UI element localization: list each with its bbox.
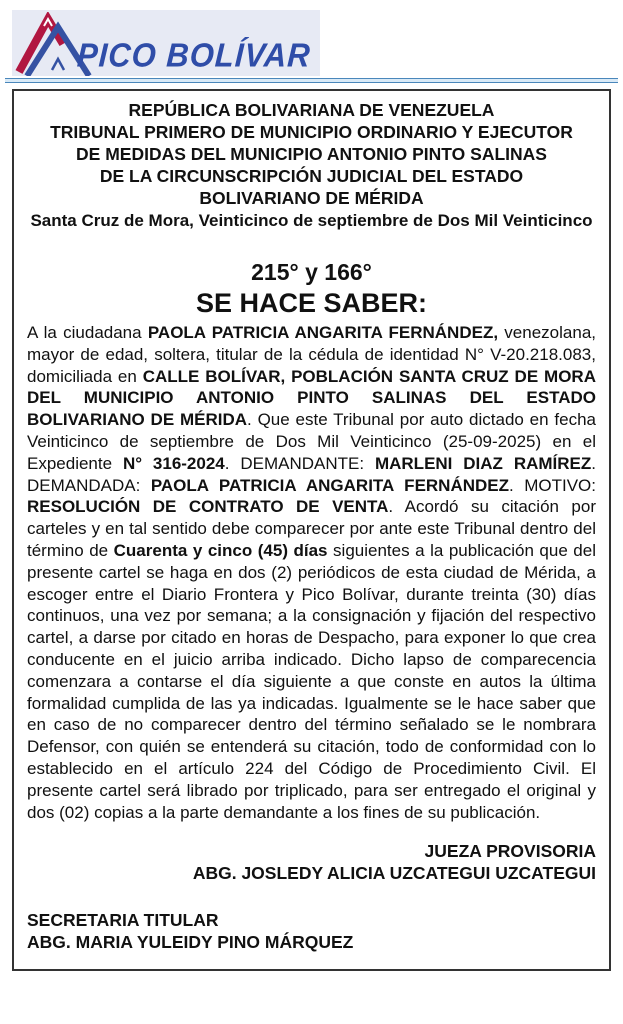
body-segment: . MOTIVO:	[509, 475, 596, 495]
body-segment: venezolana, mayor de edad, soltera, titular de la cédula de identidad N° V-20.218.083, domiciliada en	[27, 323, 596, 386]
judge-name: ABG. JOSLEDY ALICIA UZCATEGUI UZCATEGUI	[192, 863, 596, 884]
body-segment: . Que este Tribunal por auto dictado en fecha Veinticinco de septiembre de Dos Mil Veinticinco (25-09-2025) en el Expediente	[27, 410, 596, 473]
court-years: 215° y 166°	[251, 259, 372, 285]
pico-bolivar-logo	[12, 10, 320, 76]
body-segment: N° 316-2024	[122, 453, 225, 473]
body-segment: . DEMANDADA:	[27, 453, 596, 495]
body-segment: A la ciudadana	[27, 323, 148, 342]
secretary-title: SECRETARIA TITULAR	[27, 910, 219, 931]
body-segment: Cuarenta y cinco (45) días	[113, 540, 328, 560]
notice-header-line: DE MEDIDAS DEL MUNICIPIO ANTONIO PINTO SALINAS	[76, 144, 547, 164]
secretary-name: ABG. MARIA YULEIDY PINO MÁRQUEZ	[27, 932, 354, 953]
notice-header-line: BOLIVARIANO DE MÉRIDA	[199, 188, 424, 208]
notice-header-line: DE LA CIRCUNSCRIPCIÓN JUDICIAL DEL ESTADO	[99, 166, 524, 186]
body-segment: RESOLUCIÓN DE CONTRATO DE VENTA	[27, 497, 389, 517]
body-segment: PAOLA PATRICIA ANGARITA FERNÁNDEZ	[150, 475, 510, 495]
body-segment: MARLENI DIAZ RAMÍREZ	[374, 453, 592, 473]
legal-notice-box	[12, 89, 611, 971]
newspaper-masthead	[0, 0, 623, 76]
notice-header-line: REPÚBLICA BOLIVARIANA DE VENEZUELA	[128, 100, 495, 120]
body-segment: siguientes a la publicación que del presente cartel se haga en dos (2) periódicos de esta ciudad de Mérida, a escoger entre el Diario Frontera y Pico Bolívar, durante treinta (30) días continuos, una vez por semana; a la consignación y fijación del respectivo cartel, a darse por citado en horas de Despacho, para exponer lo que crea conducente en el juicio arriba indicado. Dicho lapso de comparecencia comenzara a contarse el día siguiente a que conste en autos la última formalidad cumplida de las ya indicadas. Igualmente se le hace saber que en caso de no comparecer dentro del término señalado se le nombrara Defensor, con quién se entenderá su citación, todo de conformidad con lo establecido en el artículo 224 del Código de Procedimiento Civil. El presente cartel será librado por triplicado, para ser entregado el original y dos (02) copias a la parte demandante a los fines de su publicación.	[27, 540, 596, 822]
notice-body	[27, 322, 596, 823]
logo-title: PICO BOLÍVAR	[76, 36, 312, 74]
notice-dateline: Santa Cruz de Mora, Veinticinco de septiembre de Dos Mil Veinticinco	[30, 211, 593, 230]
body-segment: CALLE BOLÍVAR, POBLACIÓN SANTA CRUZ DE MORA DEL MUNICIPIO ANTONIO PINTO SALINAS DEL ESTADO BOLIVARIANO DE MÉRIDA	[27, 366, 596, 430]
body-segment: . Acordó su citación por carteles y en tal sentido debe comparecer por ante este Tribunal dentro del término de	[27, 497, 596, 560]
notice-heading: SE HACE SABER:	[195, 288, 428, 318]
body-segment: . DEMANDANTE:	[224, 453, 375, 473]
notice-header-line: TRIBUNAL PRIMERO DE MUNICIPIO ORDINARIO Y EJECUTOR	[50, 122, 573, 142]
judge-title: JUEZA PROVISORIA	[424, 841, 596, 862]
body-segment: PAOLA PATRICIA ANGARITA FERNÁNDEZ,	[147, 323, 499, 342]
